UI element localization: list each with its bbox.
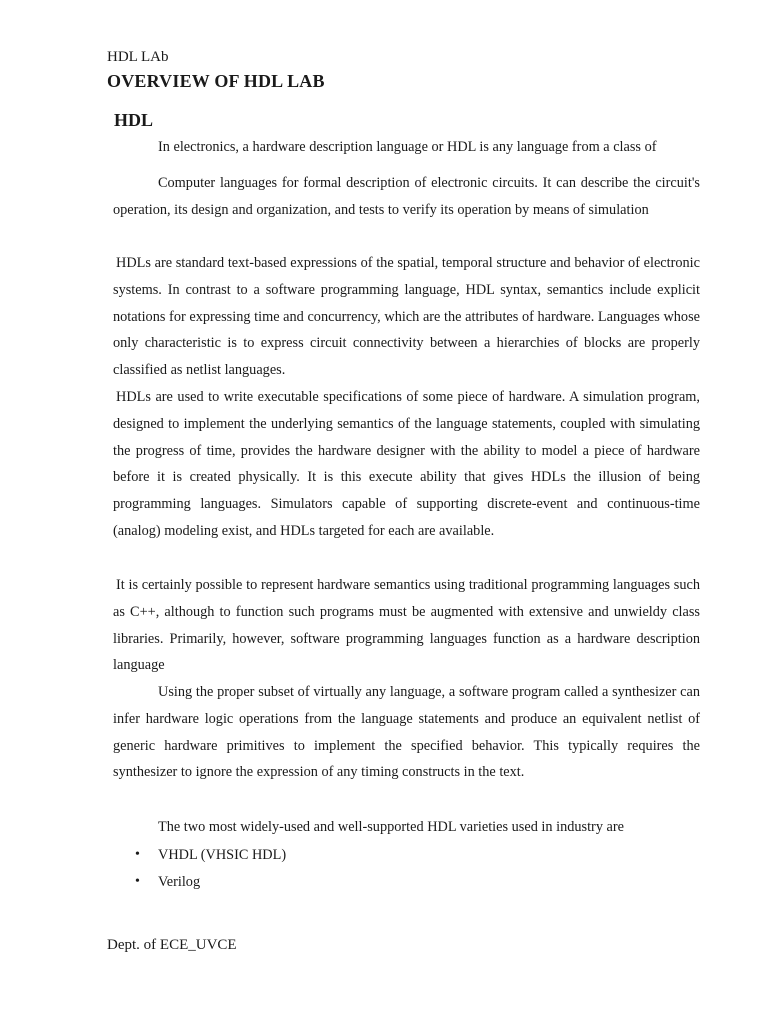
section-heading: HDL (114, 110, 154, 130)
paragraph-hdl-standard: HDLs are standard text-based expressions of the spatial, temporal structure and behavior of electronic systems. In contrast to a software programming language, HDL syntax, semantics include explicit notations for expressing time and concurrency, which are the attributes of hardware. Languages whose only characteristic is to express circuit connectivity between a hierarchies of blocks are properly classified as netlist languages. (113, 255, 700, 379)
page-title: OVERVIEW OF HDL LAB (107, 71, 325, 91)
running-header: HDL LAb (107, 49, 169, 65)
paragraph-hdl-executable: HDLs are used to write executable specifications of some piece of hardware. A simulation program, designed to implement the underlying semantics of the language statements, coupled with simulating the progress of time, provides the hardware designer with the ability to model a piece of hardware before it is created physically. It is this execute ability that gives HDLs the illusion of being programming languages. Simulators capable of supporting discrete-event and continuous-time (analog) modeling exist, and HDLs targeted for each are available. (113, 389, 700, 539)
list-item-text: Verilog (158, 873, 201, 890)
list-item (113, 869, 286, 896)
page-footer: Dept. of ECE_UVCE (107, 937, 237, 953)
paragraph-intro: In electronics, a hardware description language or HDL is any language from a class of (158, 139, 657, 155)
paragraph-hdl-varieties: The two most widely-used and well-supported HDL varieties used in industry are (158, 819, 624, 835)
paragraph-synthesizer: Using the proper subset of virtually any language, a software program called a synthesizer can infer hardware logic operations from the language statements and produce an equivalent netlist of generic hardware primitives to implement the specified behavior. This typically requires the synthesizer to ignore the expression of any timing constructs in the text. (113, 684, 700, 781)
bullet-icon: • (135, 873, 140, 889)
paragraph-hardware-semantics: It is certainly possible to represent hardware semantics using traditional programming languages such as C++, although to function such programs must be augmented with extensive and unwieldy class libraries. Primarily, however, software programming languages function as a hardware description language (113, 577, 700, 674)
bullet-icon: • (135, 847, 140, 862)
paragraph-computer-languages: Computer languages for formal description of electronic circuits. It can describe the circuit's operation, its design and organization, and tests to verify its operation by means of simulation (113, 175, 700, 218)
hdl-varieties-list (113, 842, 286, 896)
list-item-text: VHDL (VHSIC HDL) (158, 847, 287, 863)
list-item (113, 842, 286, 869)
